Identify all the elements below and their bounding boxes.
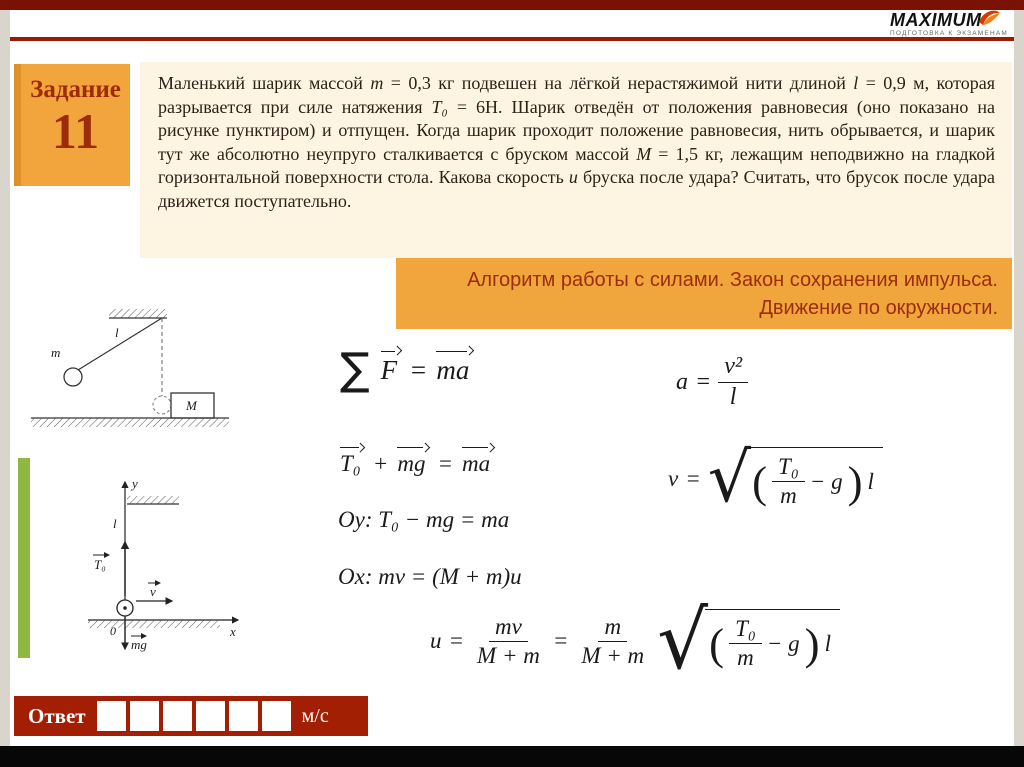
- answer-bar: [14, 696, 368, 736]
- fraction-v2-l: $\frac{\text{v²}}{l}$: [718, 353, 748, 411]
- equals-sign: =: [552, 628, 569, 654]
- label-tension: T₀: [94, 557, 106, 572]
- brand-name: MAXIMUM: [889, 10, 982, 30]
- oy-equation: Oy: T₀ − mg = ma: [338, 507, 510, 532]
- ball: [64, 368, 82, 386]
- radicand: ( $\frac{\text{T₀}}{m}$ − g ) l: [705, 609, 840, 674]
- radical-expression: √ ( $\frac{\text{T₀}}{m}$ − g ) l: [708, 447, 883, 512]
- factor-l: l: [824, 630, 831, 656]
- task-badge: [14, 64, 130, 186]
- label-length-l: l: [113, 516, 117, 531]
- minus-g: − g: [809, 468, 843, 494]
- ceiling-hatch: [109, 309, 167, 318]
- formula-ox-momentum: [338, 564, 522, 590]
- ox-equation: Ox: mv = (M + m)u: [338, 564, 522, 589]
- brand-logo: [890, 11, 1008, 37]
- slide-content: [10, 41, 1014, 746]
- ground-hatch: [31, 418, 229, 427]
- topic-line-1: Алгоритм работы с силами. Закон сохранения импульса.: [467, 269, 998, 291]
- answer-label: Ответ: [28, 703, 86, 728]
- vector-ma: ma: [460, 451, 495, 477]
- label-y-axis: y: [132, 476, 138, 491]
- equals-sign: =: [448, 628, 465, 654]
- formula-velocity: [668, 439, 883, 519]
- equilibrium-ball-dashed: [153, 396, 171, 414]
- label-mass-M: M: [186, 398, 197, 413]
- answer-unit: м/с: [301, 704, 329, 727]
- task-label: Задание: [30, 76, 121, 103]
- topic-line-2: Движение по окружности.: [759, 297, 998, 319]
- problem-text: Маленький шарик массой m = 0,3 кг подвешен на лёгкой нерастяжимой нити длиной l = 0,9 м, которая разрывается при силе натяжения T₀ = 6Н. Шарик отведён от положения равновесия (оно показано на рисунке пунктиром) и отпущен. Когда шарик проходит положение равновесия, нить обрывается, и шарик тут же абсолютно неупруго сталкивается с бруском массой M = 1,5 кг, лежащим неподвижно на гладкой горизонтальной поверхности стола. Какова скорость u бруска после удара? Считать, что брусок после удара движется поступательно.: [158, 73, 996, 211]
- vector-mg: mg: [395, 451, 430, 477]
- label-mass-m: m: [51, 345, 61, 360]
- answer-box[interactable]: [130, 701, 159, 731]
- brand-tagline: ПОДГОТОВКА К ЭКЗАМЕНАМ: [889, 30, 1008, 37]
- label-gravity: mg: [131, 637, 147, 652]
- answer-box[interactable]: [97, 701, 126, 731]
- answer-box[interactable]: [163, 701, 192, 731]
- vector-T0: T₀: [338, 451, 366, 477]
- answer-box[interactable]: [229, 701, 258, 731]
- problem-statement-box: [140, 62, 1012, 258]
- formula-oy-projection: [338, 507, 509, 533]
- formula-centripetal-acceleration: [676, 353, 748, 411]
- plus-sign: +: [372, 451, 389, 476]
- fraction-T0-m: $\frac{\text{T₀}}{m}$: [772, 454, 805, 510]
- task-number: 11: [51, 103, 100, 159]
- answer-box[interactable]: [196, 701, 225, 731]
- fraction-T0-m: $\frac{\text{T₀}}{m}$: [729, 616, 762, 672]
- v-lhs: v: [668, 466, 679, 492]
- top-accent-bar: [0, 0, 1024, 10]
- label-origin: 0: [110, 624, 116, 638]
- formula-newtons-second-law: [340, 344, 474, 395]
- radical-expression: √ ( $\frac{\text{T₀}}{m}$ − g ) l: [657, 609, 840, 674]
- equals-sign: =: [437, 451, 453, 476]
- string-line: [78, 318, 162, 370]
- label-length-l: l: [115, 325, 119, 340]
- fraction-mv-Mm: $\frac{mv}{M + m}$: [477, 613, 540, 668]
- sum-symbol: ∑: [340, 344, 370, 395]
- fraction-m-Mm: $\frac{m}{M + m}$: [581, 613, 645, 668]
- factor-l: l: [867, 468, 874, 494]
- bottom-bar: [0, 746, 1024, 767]
- equals-sign: =: [409, 354, 428, 385]
- ceiling-hatch: [127, 496, 179, 504]
- answer-box[interactable]: [262, 701, 291, 731]
- equals-sign: =: [695, 368, 712, 395]
- pendulum-diagram: [25, 293, 235, 435]
- minus-g: − g: [766, 630, 800, 656]
- u-lhs: u: [430, 628, 442, 654]
- ball-center-dot: [123, 606, 127, 610]
- equals-sign: =: [685, 466, 701, 492]
- vector-ma: ma: [434, 355, 474, 386]
- ground-hatch: [88, 620, 220, 628]
- brand-swoosh-icon: [977, 7, 1001, 27]
- accel-lhs: a: [676, 368, 688, 395]
- label-x-axis: x: [230, 624, 236, 639]
- header-strip: [10, 10, 1014, 37]
- label-velocity: v: [150, 584, 156, 599]
- answer-boxes: [97, 701, 291, 731]
- forces-diagram: [80, 468, 245, 660]
- brand-logo-row: [890, 11, 1002, 29]
- formula-forces-vector-sum: [338, 451, 495, 477]
- formula-final-u: [430, 594, 840, 688]
- vector-F: F: [379, 355, 403, 386]
- radicand: ( $\frac{\text{T₀}}{m}$ − g ) l: [748, 447, 883, 512]
- topic-banner: [396, 258, 1012, 329]
- green-accent-strip: [18, 458, 30, 658]
